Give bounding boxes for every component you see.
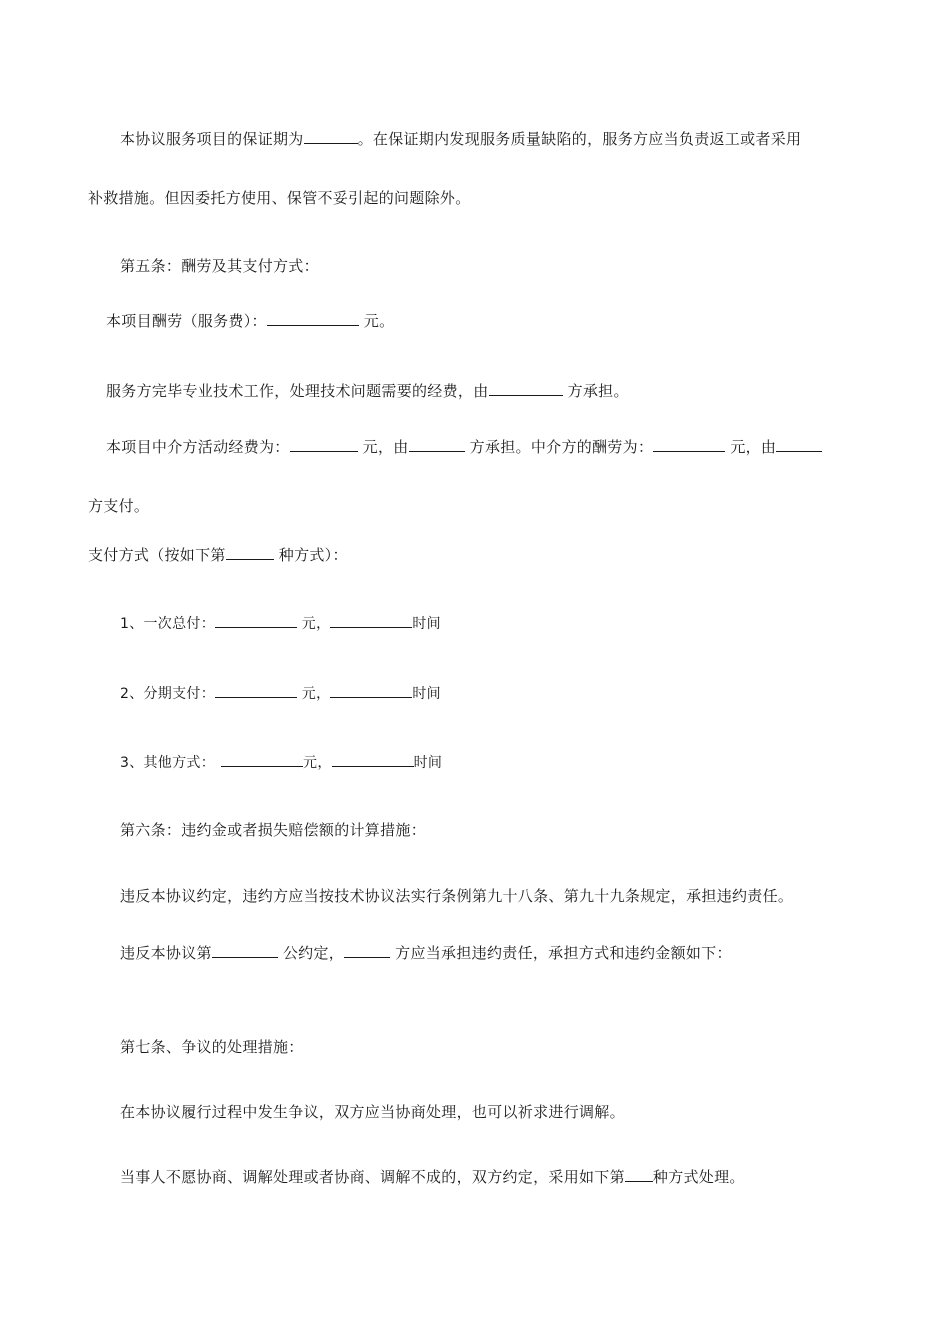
payment-unit: 元，	[297, 616, 331, 632]
agent-expense-blank	[290, 436, 358, 452]
breach-party-blank	[344, 942, 390, 958]
payment-unit: 元，	[303, 755, 332, 771]
article-7-paragraph-1: 在本协议履行过程中发生争议，双方应当协商处理，也可以祈求进行调解。	[120, 1103, 625, 1121]
agent-text-c: 方承担。中介方的酬劳为：	[464, 438, 654, 456]
expense-text-pre: 服务方完毕专业技术工作，处理技术问题需要的经费，由	[106, 382, 489, 400]
agent-payer-blank	[776, 436, 822, 452]
agent-fee-blank	[653, 436, 725, 452]
breach-text-a: 违反本协议第	[120, 944, 212, 962]
payment-option-1	[120, 612, 441, 634]
warranty-text-post: 。在保证期内发现服务质量缺陷的，服务方应当负责返工或者采用	[357, 130, 802, 148]
breach-clause-blank	[212, 942, 278, 958]
breach-text-c: 方应当承担违约责任，承担方式和违约金额如下：	[390, 944, 732, 962]
payment-amount-blank	[221, 751, 303, 767]
payment-method-line	[88, 544, 348, 565]
payment-amount-blank	[215, 682, 297, 698]
payment-option-2	[120, 682, 441, 704]
payment-unit: 元，	[297, 686, 331, 702]
fee-unit: 元。	[358, 312, 395, 330]
agent-text-d: 元，由	[725, 438, 777, 456]
payment-option-label: 2、分期支付：	[120, 686, 216, 702]
payment-option-label: 1、一次总付：	[120, 616, 216, 632]
payment-amount-blank	[215, 612, 297, 628]
agent-text-b: 元，由	[357, 438, 409, 456]
payment-time-blank	[332, 751, 414, 767]
fee-line	[106, 310, 394, 331]
payment-method-blank	[226, 544, 274, 560]
article-7-paragraph-2	[120, 1166, 745, 1187]
agent-line-continued: 方支付。	[88, 497, 150, 515]
fee-amount-blank	[267, 310, 359, 326]
article-6-paragraph-1: 违反本协议约定，违约方应当按技术协议法实行条例第九十八条、第九十九条规定，承担违约责任。	[120, 887, 794, 905]
payment-method-post: 种方式）：	[273, 546, 348, 564]
payment-method-pre: 支付方式（按如下第	[88, 546, 226, 564]
payment-time-label: 时间	[412, 616, 441, 632]
agent-text-a: 本项目中介方活动经费为：	[106, 438, 290, 456]
dispute-method-blank	[625, 1166, 653, 1182]
payment-time-label: 时间	[412, 686, 441, 702]
article-5-title: 第五条：酬劳及其支付方式：	[120, 257, 319, 275]
dispute-text-pre: 当事人不愿协商、调解处理或者协商、调解不成的，双方约定，采用如下第	[120, 1168, 625, 1186]
agent-party-blank	[409, 436, 465, 452]
article-7-title: 第七条、争议的处理措施：	[120, 1038, 304, 1056]
warranty-text-pre: 本协议服务项目的保证期为	[120, 130, 304, 148]
warranty-paragraph	[120, 128, 801, 149]
expense-party-blank	[489, 380, 563, 396]
payment-option-label: 3、其他方式：	[120, 755, 216, 771]
dispute-text-post: 种方式处理。	[652, 1168, 745, 1186]
warranty-period-blank	[304, 128, 358, 144]
article-6-title: 第六条：违约金或者损失赔偿额的计算措施：	[120, 821, 427, 839]
payment-time-blank	[330, 612, 412, 628]
payment-time-label: 时间	[413, 755, 443, 771]
warranty-paragraph-continued: 补救措施。但因委托方使用、保管不妥引起的问题除外。	[88, 189, 471, 207]
payment-time-blank	[330, 682, 412, 698]
expense-line	[106, 380, 629, 401]
breach-text-b: 公约定，	[277, 944, 345, 962]
article-6-paragraph-2	[120, 942, 732, 963]
payment-option-3	[120, 751, 442, 773]
expense-text-post: 方承担。	[562, 382, 629, 400]
fee-label: 本项目酬劳（服务费）：	[106, 312, 267, 330]
agent-line	[106, 436, 822, 457]
